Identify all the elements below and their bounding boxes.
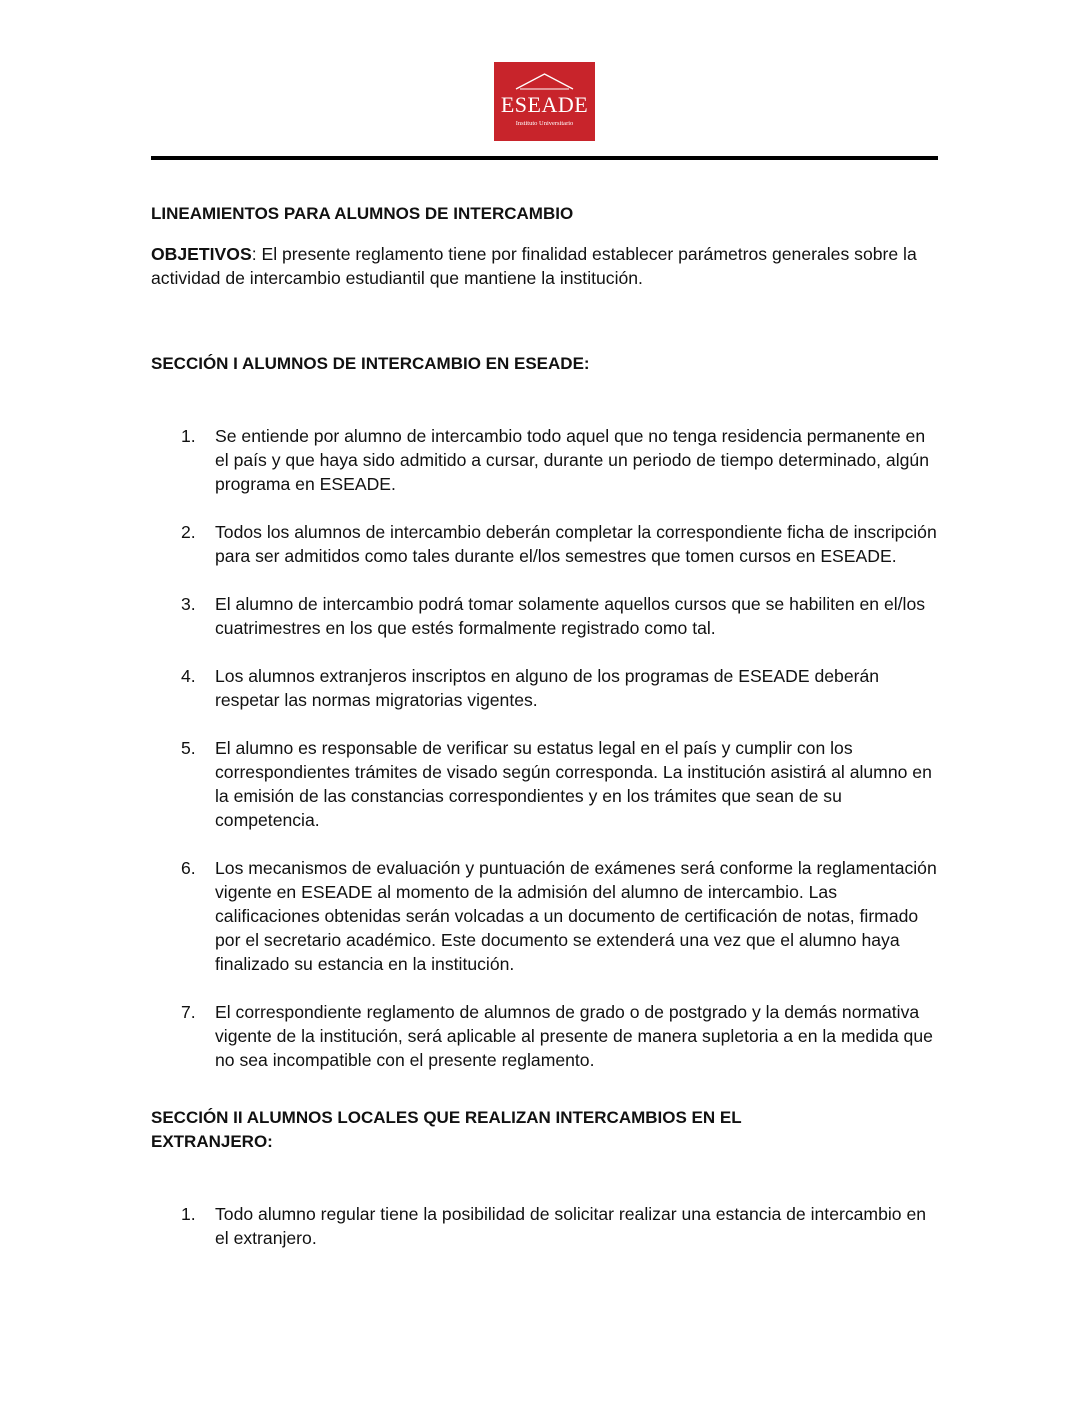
item-number: 4.	[181, 666, 196, 686]
item-number: 7.	[181, 1002, 196, 1022]
header-divider	[151, 156, 938, 160]
item-text: Se entiende por alumno de intercambio todo aquel que no tenga residencia permanente en el país y que haya sido admitido a cursar, durante un periodo de tiempo determinado, algún programa en ESEADE.	[215, 426, 929, 494]
list-item	[151, 1202, 938, 1250]
section-1-list	[151, 424, 938, 1072]
document-body	[151, 202, 938, 1274]
objectives-text: : El presente reglamento tiene por finalidad establecer parámetros generales sobre la actividad de intercambio estudiantil que mantiene la institución.	[151, 244, 917, 288]
item-text: Todos los alumnos de intercambio deberán completar la correspondiente ficha de inscripción para ser admitidos como tales durante el/los semestres que tomen cursos en ESEADE.	[215, 522, 937, 566]
objectives-label: OBJETIVOS	[151, 244, 252, 264]
item-text: Los alumnos extranjeros inscriptos en alguno de los programas de ESEADE deberán respetar las normas migratorias vigentes.	[215, 666, 880, 710]
list-item	[151, 736, 938, 832]
document-title: LINEAMIENTOS PARA ALUMNOS DE INTERCAMBIO	[151, 204, 574, 223]
list-item	[151, 856, 938, 976]
objectives-paragraph	[151, 242, 938, 290]
item-text: El alumno es responsable de verificar su estatus legal en el país y cumplir con los correspondientes trámites de visado según corresponda. La institución asistirá al alumno en la emisión de las constancias correspondientes y en los trámites que sean de su competencia.	[215, 738, 932, 830]
logo-subtitle: Instituto Universitario	[515, 120, 574, 127]
section-2-heading: SECCIÓN II ALUMNOS LOCALES QUE REALIZAN INTERCAMBIOS EN EL EXTRANJERO:	[151, 1108, 742, 1151]
list-item	[151, 592, 938, 640]
logo-name: ESEADE	[500, 92, 589, 117]
item-number: 6.	[181, 858, 196, 878]
item-number: 3.	[181, 594, 196, 614]
list-item	[151, 520, 938, 568]
list-item	[151, 664, 938, 712]
section-1-heading: SECCIÓN I ALUMNOS DE INTERCAMBIO EN ESEADE:	[151, 354, 590, 373]
item-number: 1.	[181, 1204, 196, 1224]
item-number: 1.	[181, 426, 196, 446]
item-text: Todo alumno regular tiene la posibilidad de solicitar realizar una estancia de intercambio en el extranjero.	[215, 1204, 927, 1248]
roof-icon	[514, 71, 575, 91]
section-2-list	[151, 1202, 938, 1250]
item-number: 2.	[181, 522, 196, 542]
list-item	[151, 424, 938, 496]
item-text: El alumno de intercambio podrá tomar solamente aquellos cursos que se habiliten en el/los cuatrimestres en los que estés formalmente registrado como tal.	[215, 594, 926, 638]
eseade-logo	[494, 62, 595, 141]
item-text: El correspondiente reglamento de alumnos de grado o de postgrado y la demás normativa vigente de la institución, será aplicable al presente de manera supletoria a en la medida que no sea incompatible con el presente reglamento.	[215, 1002, 933, 1070]
item-text: Los mecanismos de evaluación y puntuación de exámenes será conforme la reglamentación vigente en ESEADE al momento de la admisión del alumno de intercambio. Las calificaciones obtenidas serán volcadas a un documento de certificación de notas, firmado por el secretario académico. Este documento se extenderá una vez que el alumno haya finalizado su estancia en la institución.	[215, 858, 937, 974]
item-number: 5.	[181, 738, 196, 758]
list-item	[151, 1000, 938, 1072]
